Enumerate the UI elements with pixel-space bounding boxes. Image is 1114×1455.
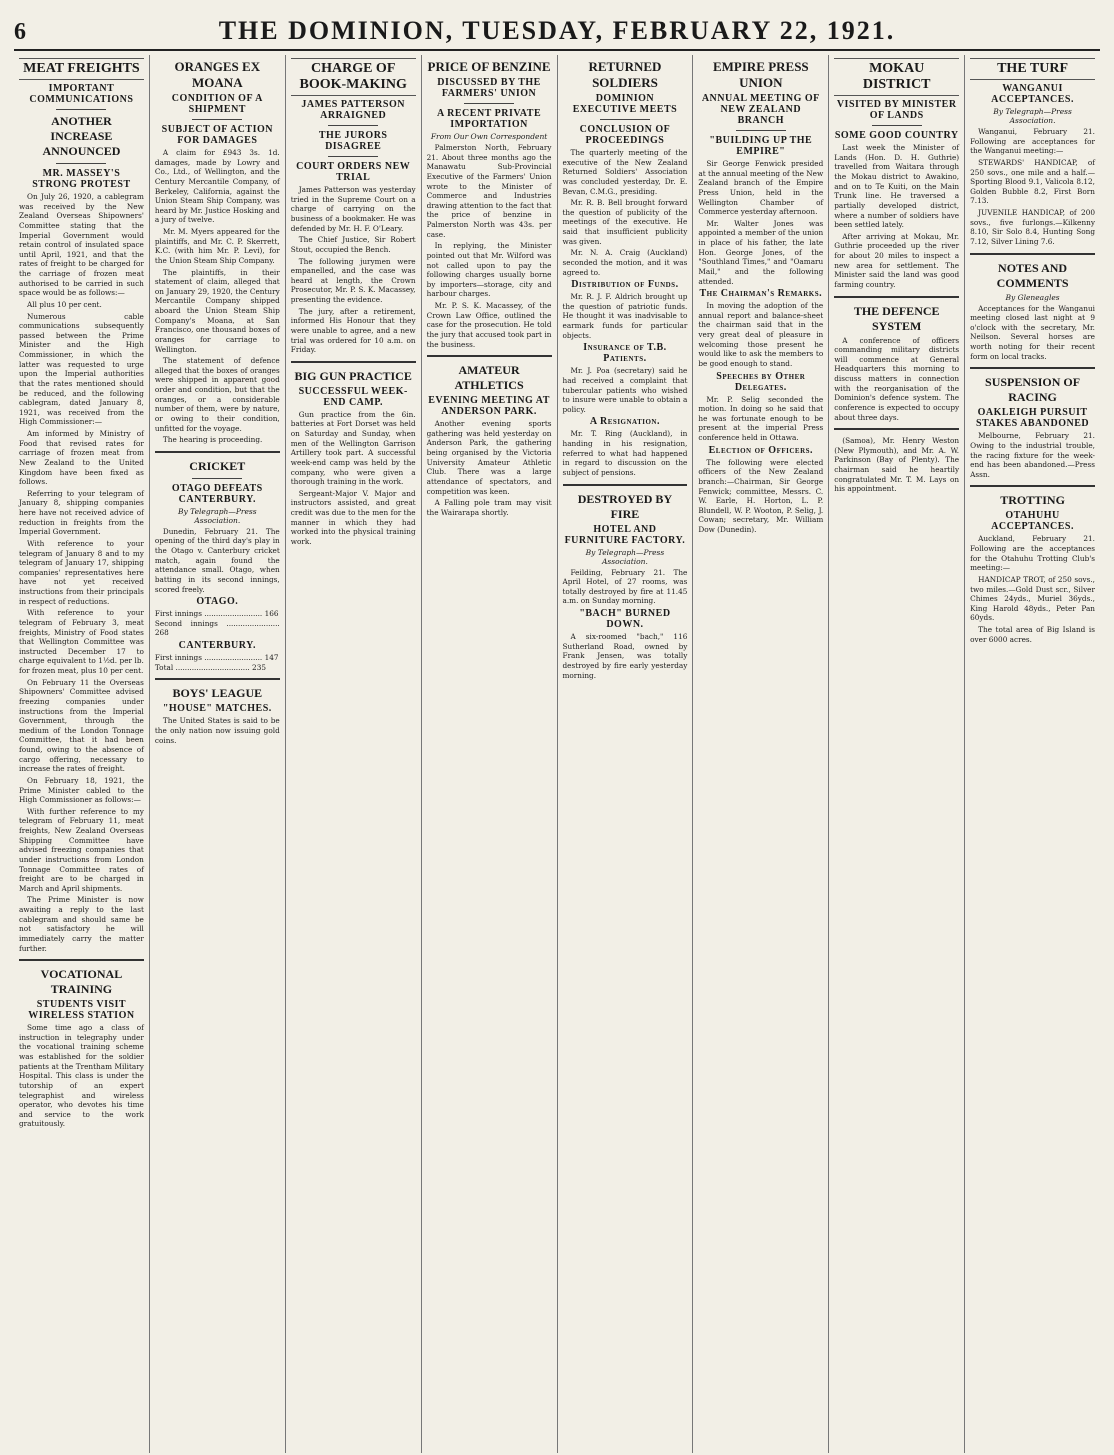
article-body [970,534,1095,644]
headline-oranges: ORANGES EX MOANA [174,59,261,90]
section-divider [834,428,959,430]
score-line: Total ................................ 235 [154,662,266,672]
paragraph: Referring to your telegram of January 8, shipping companies here have not received advice of reduction in freights from the Imperial Government. [19,488,144,537]
section-subhead: Distribution of Funds. [571,279,679,291]
paragraph: Mr. R. B. Bell brought forward the question of publicity of the meetings of the executive. He said that insufficient publicity was given. [562,198,688,246]
paragraph: With further reference to my telegram of February 11, meat freights, New Zealand Overseas Shipping Committee have advised freezing companies that under instructions from London Tonnage Committee rates of freight are to be charged in March and April shipments. [19,806,144,893]
divider [736,130,786,131]
masthead [14,8,1100,51]
paragraph: STEWARDS' HANDICAP, of 250 sovs., one mile and a half.—Sporting Blood 9.1, Valicola 8.12, Golden Bubble 8.2, First Born 7.13. [970,157,1095,206]
paragraph: Mr. J. Poa (secretary) said he had received a complaint that tubercular patients who wished to insure were unable to obtain a policy. [562,366,688,414]
headline-suspension-of-racing: SUSPENSION OF RACING [985,375,1081,405]
score-line: Second innings ....................... 268 [154,618,280,638]
article-body [834,436,959,494]
paragraph: (Samoa), Mr. Henry Weston (New Plymouth), and Mr. A. W. Parkinson (Bay of Plenty). The chairman said he heartily congratulated Mr. T. M. Lays on his appointment. [834,436,960,494]
article-body [155,527,280,594]
subhead: VISITED BY MINISTER OF LANDS [836,99,957,122]
paragraph: Feilding, February 21. The April Hotel, of 27 rooms, was totally destroyed by fire at 11.45 a.m. on Sunday morning. [562,567,688,606]
section-subhead: A Resignation. [589,416,660,428]
scorecard-heading: OTAGO. [196,596,239,608]
paragraph: The following jurymen were empanelled, and the case was heard at length, the Crown Prosecutor, Mr. P. S. K. Macassey, presenting the evidence. [290,256,416,305]
paragraph: The total area of Big Island is over 6000 acres. [970,625,1095,644]
paragraph: After arriving at Mokau, Mr. Guthrie proceeded up the river for about 20 miles to inspect a new area for settlement. The Minister said the land was good farming country. [834,231,960,289]
article-body [155,716,280,745]
headline-returned-soldiers: RETURNED SOLDIERS [588,59,662,90]
paragraph: On July 26, 1920, a cablegram was received by the New Zealand Overseas Shipowners' Committee stating that the Imperial Government would retain control of insulated space until April, 1921, and that the rates of freight to be charged for the carriage of frozen meat authorised to be carried in such space would be as follows:— [19,192,144,298]
paragraph: The jury, after a retirement, informed His Honour that they were unable to agree, and a new trial was ordered for 10 a.m. on Friday. [290,306,416,355]
article-body [970,431,1095,479]
paragraph: With reference to your telegram of January 8 and to my telegram of January 17, shipping companies' representatives here have not yet received instructions from their principals in respect of reductions. [19,538,144,606]
column-3 [286,55,422,1453]
article-body [427,419,552,517]
paragraph: Some time ago a class of instruction in telegraphy under the vocational training scheme was established for the soldier patients at the Trentham Military Hospital. This class is under the tutorship of an expert telegraphist and wireless operator, who devotes his time and service to the work gratuitously. [19,1023,144,1129]
paragraph: Mr. P. S. K. Macassey, of the Crown Law Office, outlined the case for the prosecution. He told the jury that accused took part in the business. [426,301,552,349]
subhead: IMPORTANT COMMUNICATIONS [29,83,134,106]
paragraph: HANDICAP TROT, of 250 sovs., two miles.—Gold Dust scr., Silver Chimes 24yds., Muriel 36yds., King Harold 48yds., Peter Pan 60yds. [970,574,1095,623]
headline-mokau-district: MOKAU DISTRICT [834,58,959,96]
section-subhead: The Chairman's Remarks. [699,288,823,300]
subhead: "HOUSE" MATCHES. [162,703,272,715]
paragraph: Mr. Walter Jones was appointed a member of the union in place of his father, the late Hon. George Jones, of the "Southland Times," and "Oamaru Mail," and the following attended. [698,218,824,286]
subhead: A RECENT PRIVATE IMPORTATION [436,108,542,130]
headline-meat-freights: MEAT FREIGHTS [19,58,144,80]
subhead: ANOTHER INCREASE ANNOUNCED [42,114,121,159]
scorecard-heading: CANTERBURY. [178,640,256,651]
paragraph: Mr. N. A. Craig (Auckland) seconded the motion, and it was agreed to. [562,248,688,277]
byline: By Telegraph—Press Association. [178,506,257,525]
subhead: CONCLUSION OF PROCEEDINGS [579,124,671,146]
headline-notes-and-comments: NOTES AND COMMENTS [996,260,1069,290]
section-subhead: Election of Officers. [708,444,814,456]
article-body [563,148,688,277]
subhead: OTAHUHU ACCEPTANCES. [991,510,1074,533]
subhead: WANGANUI ACCEPTANCES. [991,83,1074,106]
subhead: SUBJECT OF ACTION FOR DAMAGES [161,124,273,146]
paragraph: Another evening sports gathering was held yesterday on Anderson Park, the gathering being organised by the Victoria University Amateur Athletic Club. There was a large attendance of spectators, and competition was keen. [426,419,552,496]
article-body [834,143,959,289]
paragraph: Sir George Fenwick presided at the annual meeting of the New Zealand branch of the Empire Press Union, held in the Wellington Chamber of Commerce yesterday afternoon. [698,159,824,217]
article-body [698,395,823,443]
paragraph: The statement of defence alleged that the boxes of oranges were shipped in apparent good order and condition, but that the oranges, or a considerable number of them, were by nature, or owing to their condition, unfitted for the voyage. [154,356,280,433]
paragraph: Numerous cable communications subsequently passed between the Prime Minister and the High Commissioner, in which the latter was requested to urge upon the Imperial authorities that the rates mentioned should be reduced, and the following cablegram, dated January 8, 1921, was received from the High Commissioner:— [19,311,144,427]
section-divider [19,959,144,961]
paragraph: In replying, the Minister pointed out that Mr. Wilford was not called upon to pay the following charges usually borne by importers—storage, city and harbour charges. [426,241,552,299]
subhead: SUCCESSFUL WEEK-END CAMP. [298,385,408,408]
subhead: ANNUAL MEETING OF NEW ZEALAND BRANCH [701,93,820,126]
paragraph: Mr. R. J. F. Aldrich brought up the question of patriotic funds. He thought it was inadvisable to earmark funds for particular objects. [562,292,688,340]
section-divider [563,484,688,486]
divider [192,478,242,479]
headline-boys-league: BOYS' LEAGUE [172,686,263,701]
section-subhead: "BACH" BURNED DOWN. [579,608,671,630]
subhead: DISCUSSED BY THE FARMERS' UNION [437,77,541,99]
divider [872,125,922,126]
paragraph: On February 11 the Overseas Shipowners' Committee advised freezing companies under instructions from the Imperial Government, through the medium of the London Tonnage Committee, that it had been found, owing to the absence of cargo offering, necessary to increase the rates of freight. [19,677,144,774]
paragraph: Dunedin, February 21. The opening of the third day's play in the Otago v. Canterbury cricket match, again found the attendance small. Otago, when batting in its second innings, scored freely. [154,526,280,594]
newspaper-title: THE DOMINION, TUESDAY, FEBRUARY 22, 1921. [218,16,896,45]
paragraph: Gun practice from the 6in. batteries at Fort Dorset was held on Saturday and Sunday, when men of the Wellington Garrison Artillery took part. A successful week-end camp was held by the company, who were given a thorough training in the work. [290,409,416,487]
article-body [291,185,416,355]
page-number: 6 [14,19,26,45]
divider [192,119,242,120]
paragraph: Last week the Minister of Lands (Hon. D. H. Guthrie) travelled from Waitara through the Mokau district to Awakino, and on to Te Kuiti, on the Main Trunk line. He traversed a partially developed district, where a number of soldiers have been settled lately. [834,143,960,230]
scorecard [155,653,280,672]
paragraph: A conference of officers commanding military districts will commence at General Headquarters this morning to discuss matters in connection with the reorganisation of the Dominion's defence system. The conference is expected to occupy about three days. [834,335,960,422]
headline-amateur-athletics: AMATEUR ATHLETICS [454,363,524,393]
article-body [155,148,280,445]
byline: By Gleneagles [1005,292,1060,302]
paragraph: The United States is said to be the only nation now issuing gold coins. [154,716,280,745]
article-body [698,458,823,535]
divider [464,103,514,104]
paragraph: Palmerston North, February 21. About three months ago the Manawatu Sub-Provincial Executive of the Farmers' Union wrote to the Minister of Commerce and Industries drawing attention to the fact that the price of benzine in Palmerston North was 43s. per case. [426,143,552,239]
headline-benzine: PRICE OF BENZINE [427,59,551,74]
headline-trotting: TROTTING [1000,493,1065,508]
section-divider [970,485,1095,487]
column-2 [150,55,286,1453]
paragraph: On February 18, 1921, the Prime Minister cabled to the High Commissioner as follows:— [19,775,144,805]
section-divider [427,355,552,357]
byline: From Our Own Correspondent [430,132,548,141]
article-body [970,127,1095,247]
headline-defence-system: THE DEFENCE SYSTEM [853,303,940,333]
column-6 [693,55,829,1453]
article-body [563,366,688,414]
headline-empire-press-union: EMPIRE PRESS UNION [712,59,809,90]
subhead: SOME GOOD COUNTRY [834,130,959,142]
paragraph: Mr. P. Selig seconded the motion. In doing so he said that he was fortunate enough to be present at the imperial Press conference held in Ottawa. [698,394,824,442]
paragraph: In moving the adoption of the annual report and balance-sheet the chairman said that in the very great deal of pleasure in welcoming those present he would like to ask the members to be good enough to stand. [698,301,824,368]
headline-vocational-training: VOCATIONAL TRAINING [40,967,123,997]
subhead: OAKLEIGH PURSUIT STAKES ABANDONED [976,407,1090,430]
column-5 [558,55,694,1453]
section-divider [155,451,280,453]
section-divider [834,296,959,298]
article-body [563,429,688,477]
headline-cricket: CRICKET [189,458,246,473]
column-7 [829,55,965,1453]
section-divider [970,367,1095,369]
article-body [19,1023,144,1129]
subhead: COURT ORDERS NEW TRIAL [296,161,411,184]
paragraph: The plaintiffs, in their statement of claim, alleged that on January 29, 1920, the Century Mercantile Company shipped aboard the Union Steam Ship Company's Moana, at San Francisco, one thousand boxes of oranges for carriage to Wellington. [154,267,280,354]
score-line: First innings ......................... 166 [154,609,279,619]
headline-destroyed-by-fire: DESTROYED BY FIRE [577,491,673,521]
column-1 [14,55,150,1453]
paragraph: The quarterly meeting of the executive of the New Zealand Returned Soldiers' Association was concluded yesterday, Dr. E. Bevan, C.M.G., presiding. [562,148,688,196]
byline: By Telegraph—Press Association. [585,547,665,566]
subhead: "BUILDING UP THE EMPIRE" [709,135,813,157]
columns [14,55,1100,1453]
article-body [19,192,144,953]
article-body [563,632,688,680]
subhead: STUDENTS VISIT WIRELESS STATION [28,999,135,1022]
section-subhead: Insurance of T.B. Patients. [583,342,667,365]
subhead: MR. MASSEY'S STRONG PROTEST [32,168,131,191]
headline-bookmaking: CHARGE OF BOOK-MAKING [291,58,416,96]
paragraph: Melbourne, February 21. Owing to the industrial trouble, the racing fixture for the week-end has been abandoned.—Press Assn. [970,431,1095,479]
article-body [698,159,823,286]
paragraph: The following were elected officers of the New Zealand branch:—Chairman, Sir George Fenwick; committee, Messrs. C. W. Earle, H. Horton, L. P. Blundell, W. P. Wooton, P. Selig, J. Cowan; secretary, Mr. William Dow (Dunedin). [698,457,824,534]
paragraph: A claim for £943 3s. 1d. damages, made by Lowry and Co., Ltd., of Wellington, and the Century Mercantile Company, of Berkeley, California, against the Union Steam Ship Company, was heard by Mr. Justice Hosking and a jury of twelve. [154,148,280,225]
paragraph: The Chief Justice, Sir Robert Stout, occupied the Bench. [290,235,416,254]
score-line: First innings ......................... 147 [154,653,279,662]
section-divider [970,253,1095,255]
paragraph: The hearing is proceeding. [162,435,263,445]
section-divider [155,678,280,680]
article-body [970,304,1095,362]
paragraph: The Prime Minister is now awaiting a reply to the last cablegram and should same be not satisfactory he will immediately carry the matter further. [19,895,144,953]
section-subhead: Speeches by Other Delegates. [716,370,806,393]
paragraph: Mr. M. Myers appeared for the plaintiffs, and Mr. C. P. Skerrett, K.C. (with him Mr. P. Levi), for the Union Steam Ship Company. [154,227,280,265]
scorecard [155,609,280,638]
paragraph: Acceptances for the Wanganui meeting closed last night at 9 o'clock with the secretary, Mr. Neilson. Several horses are worth noting for their recent form on local tracks. [970,303,1095,361]
column-4 [422,55,558,1453]
paragraph: Sergeant-Major V. Major and instructors assisted, and great credit was due to the men for the manner in which they had worked into the physical training work. [290,488,416,546]
divider [56,109,106,110]
subhead: HOTEL AND FURNITURE FACTORY. [564,523,686,546]
subhead: EVENING MEETING AT ANDERSON PARK. [428,395,550,418]
article-body [427,143,552,349]
subhead: DOMINION EXECUTIVE MEETS [572,93,678,115]
divider [328,125,378,126]
paragraph: A Falling pole tram may visit the Wairarapa shortly. [426,498,552,517]
byline: By Telegraph—Press Association. [993,107,1072,126]
divider [328,156,378,157]
subhead: CONDITION OF A SHIPMENT [171,93,263,115]
column-8 [965,55,1100,1453]
article-body [291,410,416,547]
paragraph: JUVENILE HANDICAP, of 200 sovs., five furlongs.—Kilkenny 8.10, Sir Solo 8.4, Hunting Song 7.12, Silver Lining 7.6. [970,208,1095,246]
paragraph: A six-roomed "bach," 116 Sutherland Road, owned by Frank Jensen, was totally destroyed by fire early yesterday morning. [562,632,688,680]
article-body [563,292,688,340]
paragraph: With reference to your telegram of February 3, meat freights, Ministry of Food states that Wellington Committee was instructed December 17 to charge equivalent to 1½d. per lb. for frozen meat, plus 10 per cent. [19,608,144,676]
article-body [563,568,688,607]
headline-big-gun-practice: BIG GUN PRACTICE [294,368,412,383]
subhead: THE JURORS DISAGREE [318,130,388,153]
headline-the-turf: THE TURF [970,58,1095,80]
article-body [698,301,823,368]
paragraph: Mr. T. Ring (Auckland), in handing in his resignation, referred to what had happened in regard to discussion on the subject of pensions. [562,429,688,477]
divider [56,163,106,164]
subhead: JAMES PATTERSON ARRAIGNED [301,99,405,122]
paragraph: Auckland, February 21. Following are the acceptances for the Otahuhu Trotting Club's meeting:— [970,534,1095,573]
paragraph: Am informed by Ministry of Food that revised rates for carriage of frozen meat from New Zealand to the United Kingdom have been fixed as follows. [19,429,144,487]
paragraph: James Patterson was yesterday tried in the Supreme Court on a charge of carrying on the business of a bookmaker. He was defended by Mr. H. F. O'Leary. [290,185,416,233]
subhead: OTAGO DEFEATS CANTERBURY. [171,482,263,505]
article-body [834,336,959,423]
paragraph: Wanganui, February 21. Following are acceptances for the Wanganui meeting:— [970,127,1095,156]
section-divider [291,361,416,363]
divider [600,119,650,120]
paragraph: All plus 10 per cent. [27,299,102,309]
